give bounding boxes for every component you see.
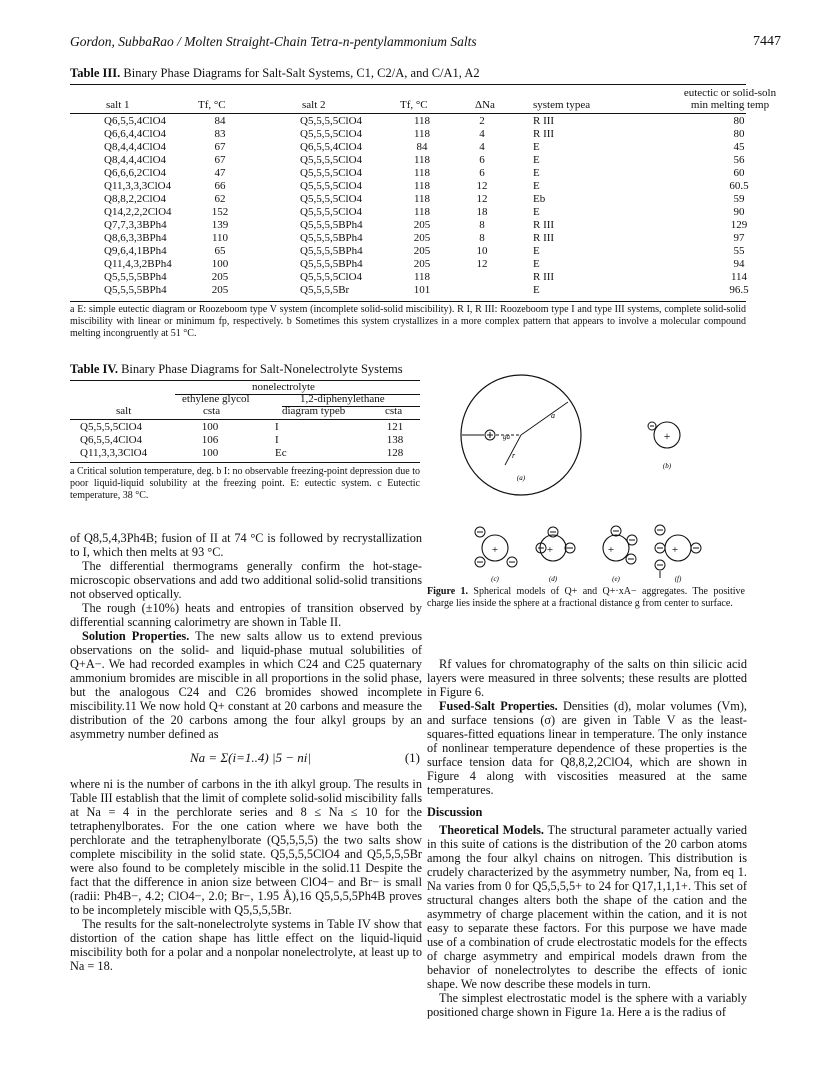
- figure1-label-d: (d): [548, 575, 558, 583]
- table4-subheader-2: 1,2-diphenylethane: [300, 393, 385, 405]
- table3-cell: 60.5: [729, 180, 749, 192]
- table3-cell: Q9,6,4,1BPh4: [104, 245, 167, 257]
- table3-row: [70, 258, 746, 271]
- table3-cell: Q5,5,5,5BPh4: [300, 219, 363, 231]
- table3-row: [70, 271, 746, 284]
- table4-cell: Q11,3,3,3ClO4: [80, 447, 148, 459]
- table3-cell: Q5,5,5,5BPh4: [300, 232, 363, 244]
- table4-cell: 100: [201, 447, 219, 459]
- figure1-panel-d: [536, 527, 575, 583]
- table3-cell: 205: [211, 284, 229, 296]
- table3-cell: R III: [533, 115, 555, 127]
- table3-cell: Q5,5,5,5ClO4: [300, 206, 363, 218]
- table3-cell: E: [533, 258, 540, 270]
- table3-cell: 84: [416, 141, 428, 153]
- table3-cell: 18: [476, 206, 488, 218]
- table3-row: [70, 219, 746, 232]
- table3-cell: Q6,6,4,4ClO4: [104, 128, 167, 140]
- svg-text:+: +: [671, 544, 679, 556]
- table4-row: [70, 421, 420, 434]
- left-p1: of Q8,5,4,3Ph4B; fusion of II at 74 °C is followed by recrystallization to I, which then melts at 93 °C.: [70, 531, 422, 559]
- table3-cell: E: [533, 180, 540, 192]
- table3-cell: 118: [413, 271, 431, 283]
- table4-cell: I: [275, 434, 279, 446]
- svg-text:+: +: [663, 429, 671, 443]
- table3-cell: 110: [211, 232, 229, 244]
- table3-cell: 10: [476, 245, 488, 257]
- table3-cell: 118: [413, 154, 431, 166]
- table3-cell: 59: [733, 193, 745, 205]
- figure1-panel-a: [461, 375, 581, 495]
- figure1-var-ga: ga: [503, 433, 510, 441]
- table3-cell: 4: [479, 128, 485, 140]
- table3-cell: 94: [733, 258, 745, 270]
- table3-cell: Q5,5,5,5ClO4: [300, 271, 363, 283]
- table3-cell: 114: [730, 271, 748, 283]
- table3-header-rule: [70, 113, 746, 114]
- table3-cell: Q8,8,2,2ClO4: [104, 193, 167, 205]
- table3-cell: Q5,5,5,5BPh4: [104, 284, 167, 296]
- right-p4: The simplest electrostatic model is the sphere with a variably positioned charge shown in Figure 1a. Here a is the radius of: [427, 991, 747, 1019]
- table3-cell: Q7,7,3,3BPh4: [104, 219, 167, 231]
- table3-cell: 67: [214, 141, 226, 153]
- table3-cell: 129: [730, 219, 748, 231]
- left-p6: The results for the salt-nonelectrolyte systems in Table IV show that distortion of the cation shape has little effect on the liquid-liquid miscibility both for a polar and a nonpolar nonelectrolyte, at least up to Na = 18.: [70, 917, 422, 973]
- table3-label: Table III.: [70, 66, 121, 80]
- table3-cell: E: [533, 284, 540, 296]
- table3-cell: 56: [733, 154, 745, 166]
- table3-caption: [70, 66, 480, 81]
- table3-row: [70, 193, 746, 206]
- table3-bottom-rule: [70, 301, 746, 302]
- table3-footnote: a E: simple eutectic diagram or Roozeboom type V system (incomplete solid-solid miscibility). R I, R III: Roozeboom type I and type III systems, complete solid-solid miscibility with linear or minimum fp, respectively. b Sometimes this system crystallizes in a more complex pattern that appears to involve a molecular compound melting incongruently at 51 °C.: [70, 304, 746, 339]
- table3-cell: 90: [733, 206, 745, 218]
- table3-cell: 118: [413, 167, 431, 179]
- left-p4: Solution Properties. The new salts allow us to extend previous observations on the solid- and liquid-phase mutual solubilities of Q+A−. We had recorded examples in which C24 and C25 quaternary ammonium bromides are miscible in all proportions in the solid phase, but the analogous C24 and C26 bromides showed incomplete miscibility.11 We now hold Q+ constant at 20 carbons and measure the distribution of the 20 carbons among the four alkyl groups by an asymmetry number defined as: [70, 629, 422, 741]
- table3-cell: 6: [479, 154, 485, 166]
- left-p2: The differential thermograms generally confirm the hot-stage-microscopic observations and add two additional solid-solid transitions not observed optically.: [70, 559, 422, 601]
- equation-1: Na = Σ(i=1..4) |5 − ni| (1): [190, 750, 420, 765]
- figure1: [420, 360, 750, 610]
- table3-cell: 45: [733, 141, 745, 153]
- table3-cell: Q6,5,5,4ClO4: [300, 141, 363, 153]
- table3-cell: Q8,4,4,4ClO4: [104, 154, 167, 166]
- table3-cell: 62: [214, 193, 226, 205]
- right-p3: Theoretical Models. The structural parameter actually varied in this suite of cations is the distribution of the 20 carbon atoms among the four alkyl chains on nitrogen. This distribution is crudely characterized by the asymmetry number, Na, from eq 1. Na varies from 0 for Q5,5,5,5+ to 24 for Q17,1,1,1+. This set of structural changes alters both the shape of the cation and the asymmetry of charge placement within the cation, and it is not easy to separate these factors. For this purpose we have made use of a combination of crude electrostatic models for the effects of charge asymmetry and empirical models drawn from the behavior of nonelectrolytes to describe the effects of ionic shape. We now describe these models in turn.: [427, 823, 747, 991]
- table4-header-rule: [70, 419, 420, 420]
- table3-cell: 6: [479, 167, 485, 179]
- svg-text:+: +: [546, 544, 554, 556]
- table3-cell: 8: [479, 232, 485, 244]
- table3-cell: Eb: [533, 193, 546, 205]
- table3-row: [70, 115, 746, 128]
- table4-group-header: nonelectrolyte: [252, 381, 315, 393]
- table3-cell: 118: [413, 206, 431, 218]
- table4-cell: 121: [386, 421, 404, 433]
- table3-cell: 55: [733, 245, 745, 257]
- table3-row: [70, 206, 746, 219]
- table3-cell: 118: [413, 115, 431, 127]
- page-number: 7447: [753, 34, 781, 49]
- table3-cell: 12: [476, 258, 488, 270]
- table3-row: [70, 128, 746, 141]
- table4-cell: 128: [386, 447, 404, 459]
- table3-cell: 97: [733, 232, 745, 244]
- table3-header-eutectic: eutectic or solid-soln min melting temp: [683, 87, 777, 111]
- table3-cell: 8: [479, 219, 485, 231]
- table4-cell: Q6,5,5,4ClO4: [80, 434, 143, 446]
- table3-cell: 65: [214, 245, 226, 257]
- table3-cell: R III: [533, 128, 555, 140]
- svg-text:+: +: [607, 544, 615, 556]
- table3-cell: Q5,5,5,5ClO4: [300, 193, 363, 205]
- table3-row: [70, 245, 746, 258]
- table3-top-rule: [70, 84, 746, 85]
- discussion-heading: Discussion: [427, 805, 483, 819]
- table4-cell: Q5,5,5,5ClO4: [80, 421, 143, 433]
- table3-cell: Q6,6,6,2ClO4: [104, 167, 167, 179]
- right-p1: Rf values for chromatography of the salts on thin silicic acid layers were measured in three solvents; these results are plotted in Figure 6.: [427, 657, 747, 699]
- table3-cell: 80: [733, 128, 745, 140]
- table3-cell: 205: [413, 219, 431, 231]
- table3-row: [70, 154, 746, 167]
- table3-cell: E: [533, 206, 540, 218]
- table3-cell: Q8,4,4,4ClO4: [104, 141, 167, 153]
- table3-cell: 101: [413, 284, 431, 296]
- table3-cell: 12: [476, 193, 488, 205]
- table4-cell: 100: [201, 421, 219, 433]
- table3-cell: Q8,6,3,3BPh4: [104, 232, 167, 244]
- table3-cell: 205: [413, 245, 431, 257]
- table3-cell: 118: [413, 193, 431, 205]
- figure1-label-b: (b): [662, 462, 672, 470]
- table3-cell: 67: [214, 154, 226, 166]
- left-p5: where ni is the number of carbons in the ith alkyl group. The results in Table III establish that the limit of complete solid-solid miscibility falls at Na = 4 in the perchlorate series and 8 ≤ Na ≤ 10 for the tetraphenylborates. For the one cation where we have both the perchlorate and the tetraphenylborate (Q5,5,5,5) the two salts show complete miscibility in the solid state. Q5,5,5,5ClO4 and Q5,5,5,5Br were also found to be completely miscible in the solid.11 Despite the fact that the difference in anion size between ClO4− and Br− is small (radii: Ph4B−, 4.2; ClO4−, 2.0; Br−, 1.95 Å),16 Q5,5,5,5Ph4B proves to be incompletely miscible with Q5,5,5,5Br.: [70, 777, 422, 917]
- table3-cell: Q5,5,5,5ClO4: [300, 128, 363, 140]
- table3-row: [70, 232, 746, 245]
- table3-cell: 4: [479, 141, 485, 153]
- table4-bottom-rule: [70, 462, 420, 463]
- figure1-label-e: (e): [612, 575, 620, 583]
- table3-cell: 152: [211, 206, 229, 218]
- table3-cell: 83: [214, 128, 226, 140]
- figure1-panel-c: [475, 527, 517, 583]
- table3-cell: Q5,5,5,5BPh4: [300, 258, 363, 270]
- figure1-var-a: a: [551, 411, 555, 420]
- running-title: Gordon, SubbaRao / Molten Straight-Chain Tetra-n-pentylammonium Salts: [70, 34, 477, 49]
- table4-cell: Ec: [275, 447, 287, 459]
- svg-text:+: +: [491, 544, 499, 556]
- figure1-label-c: (c): [491, 575, 499, 583]
- right-column: [427, 657, 747, 1019]
- table3-cell: 96.5: [729, 284, 749, 296]
- left-p3: The rough (±10%) heats and entropies of transition observed by differential scanning calorimetry are shown in Table II.: [70, 601, 422, 629]
- table4-caption: [70, 362, 403, 377]
- table3-cell: Q6,5,5,4ClO4: [104, 115, 167, 127]
- figure1-panel-f: [655, 525, 701, 583]
- table3-cell: Q5,5,5,5BPh4: [104, 271, 167, 283]
- table3-row: [70, 167, 746, 180]
- table3-cell: Q5,5,5,5ClO4: [300, 115, 363, 127]
- table4-cell: I: [275, 421, 279, 433]
- table3-cell: 205: [211, 271, 229, 283]
- table3-cell: Q14,2,2,2ClO4: [104, 206, 172, 218]
- table4-cell: 106: [201, 434, 219, 446]
- table3-cell: 139: [211, 219, 229, 231]
- table3-cell: E: [533, 141, 540, 153]
- table3-cell: R III: [533, 219, 555, 231]
- table3-cell: Q5,5,5,5Br: [300, 284, 350, 296]
- figure1-panel-e: [603, 526, 637, 583]
- figure1-panel-b: [648, 422, 680, 470]
- table3-cell: 80: [733, 115, 745, 127]
- table4-label: Table IV.: [70, 362, 118, 376]
- table3-row: [70, 180, 749, 193]
- table4-row: [70, 447, 420, 460]
- table3-cell: 60: [733, 167, 745, 179]
- table3-cell: Q11,4,3,2BPh4: [104, 258, 172, 270]
- table3-cell: E: [533, 245, 540, 257]
- table3-cell: Q5,5,5,5ClO4: [300, 180, 363, 192]
- table3-cell: R III: [533, 232, 555, 244]
- figure1-label-a: (a): [516, 474, 526, 482]
- table3-cell: Q5,5,5,5BPh4: [300, 245, 363, 257]
- table3-cell: 47: [214, 167, 226, 179]
- table3-cell: E: [533, 167, 540, 179]
- table3-cell: Q5,5,5,5ClO4: [300, 167, 363, 179]
- table3-title: Binary Phase Diagrams for Salt-Salt Systems, C1, C2/A, and C/A1, A2: [123, 66, 480, 80]
- table3-cell: 205: [413, 232, 431, 244]
- table3-cell: 100: [211, 258, 229, 270]
- figure1-label-f: (f): [674, 575, 682, 583]
- table3-cell: 118: [413, 128, 431, 140]
- figure1-var-r: r: [512, 451, 516, 460]
- table4-title: Binary Phase Diagrams for Salt-Nonelectrolyte Systems: [121, 362, 403, 376]
- table4-row: [70, 434, 420, 447]
- table3-row: [70, 284, 749, 297]
- table3-cell: 12: [476, 180, 488, 192]
- table3-cell: 66: [214, 180, 226, 192]
- table3-cell: E: [533, 154, 540, 166]
- table4-subheader-1: ethylene glycol: [182, 393, 250, 405]
- figure1-caption: Figure 1. Spherical models of Q+ and Q+·xA− aggregates. The positive charge lies inside the sphere at a fractional distance g from center to surface.: [427, 586, 745, 609]
- table4-footnote: a Critical solution temperature, deg. b I: no observable freezing-point depression due to poor liquid-liquid solubility at the freezing point. E: eutectic system. c Eutectic temperature, 38 °C.: [70, 466, 420, 501]
- table3-cell: Q11,3,3,3ClO4: [104, 180, 172, 192]
- table3-cell: R III: [533, 271, 555, 283]
- table3-cell: 84: [214, 115, 226, 127]
- right-p2: Fused-Salt Properties. Densities (d), molar volumes (Vm), and surface tensions (σ) are given in Table V as the least-squares-fitted equations linear in temperature. The only instance of nonlinear temperature dependence of these properties is the surface tension data for Q8,8,2,2ClO4, which are shown in Figure 4 along with viscosities measured at the same temperatures.: [427, 699, 747, 797]
- table4-top-rule: [70, 380, 420, 381]
- table3-cell: Q5,5,5,5ClO4: [300, 154, 363, 166]
- table3-row: [70, 141, 746, 154]
- table4-cell: 138: [386, 434, 404, 446]
- table3-cell: 2: [479, 115, 485, 127]
- left-column: [70, 531, 422, 973]
- table3-cell: 205: [413, 258, 431, 270]
- table3-cell: 118: [413, 180, 431, 192]
